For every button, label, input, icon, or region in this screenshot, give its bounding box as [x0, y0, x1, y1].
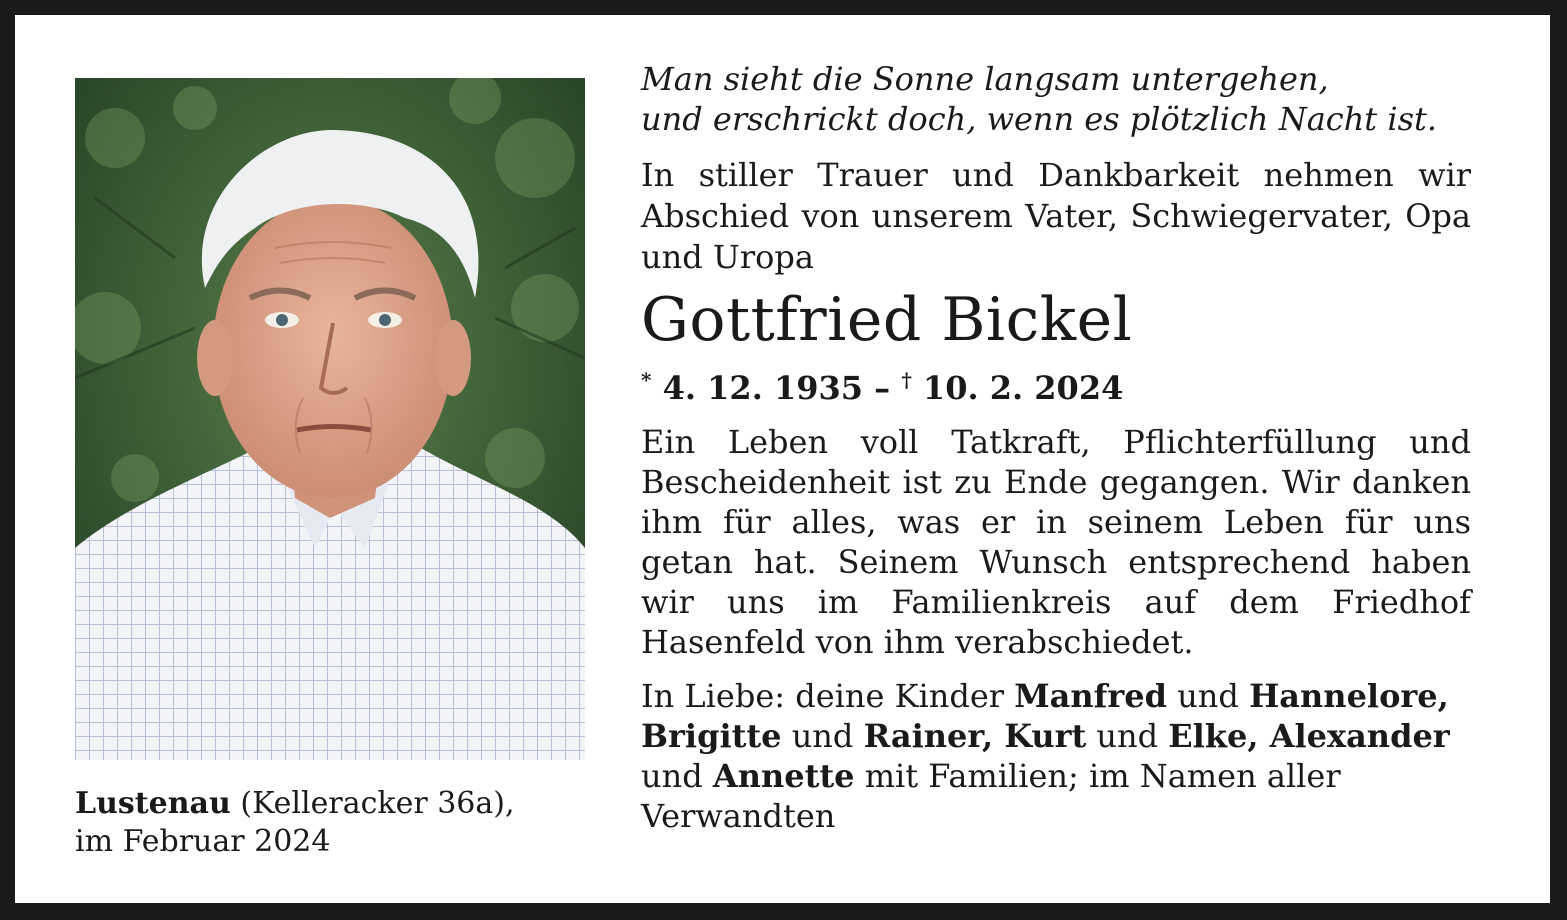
- obituary-card: [15, 15, 1550, 903]
- address: (Kelleracker 36a),: [240, 786, 515, 821]
- location-caption: [75, 785, 595, 861]
- child-name-brigitte: Brigitte: [641, 717, 782, 755]
- child-name-manfred: Manfred: [1014, 677, 1168, 715]
- signoff-und-1: und: [1167, 677, 1250, 715]
- motto-line-1: Man sieht die Sonne langsam untergehen,: [641, 60, 1329, 98]
- motto-line-2: und erschrickt doch, wenn es plötzlich Nacht ist.: [641, 100, 1438, 138]
- date-line: im Februar 2024: [75, 824, 331, 859]
- signoff-und-3: und: [1086, 717, 1169, 755]
- body-text: Ein Leben voll Tatkraft, Pflichterfüllung und Bescheidenheit ist zu Ende gegangen. Wir danken ihm für alles, was er in seinem Leben für uns getan hat. Seinem Wunsch entsprechend haben wir uns im Familienkreis auf dem Friedhof Hasenfeld von ihm verabschiedet.: [641, 423, 1471, 661]
- motto: [641, 59, 1471, 139]
- life-dates: [641, 360, 1471, 408]
- signoff-suffix: mit Familien; im Namen aller Verwandten: [641, 757, 1341, 835]
- place-name: Lustenau: [75, 786, 231, 821]
- death-date: 10. 2. 2024: [922, 369, 1124, 407]
- signoff-und-4: und: [641, 757, 713, 795]
- text-column: [641, 59, 1471, 836]
- child-name-rainer-kurt: Rainer, Kurt: [863, 717, 1087, 755]
- birth-date: 4. 12. 1935: [662, 369, 864, 407]
- family-signoff: [641, 676, 1471, 836]
- intro-text: In stiller Trauer und Dankbarkeit nehmen wir Abschied von unserem Vater, Schwiegervater, Opa und Uropa: [641, 156, 1471, 276]
- signoff-und-2: und: [781, 717, 864, 755]
- child-name-hannelore: Hannelore,: [1249, 677, 1449, 715]
- portrait-photo: [75, 78, 585, 760]
- child-name-elke-alexander: Elke, Alexander: [1168, 717, 1450, 755]
- date-separator: –: [863, 369, 902, 407]
- birth-symbol: *: [641, 368, 652, 392]
- child-name-annette: Annette: [712, 757, 855, 795]
- deceased-name: Gottfried Bickel: [641, 285, 1133, 355]
- death-symbol: †: [901, 368, 912, 392]
- signoff-prefix: In Liebe: deine Kinder: [641, 677, 1015, 715]
